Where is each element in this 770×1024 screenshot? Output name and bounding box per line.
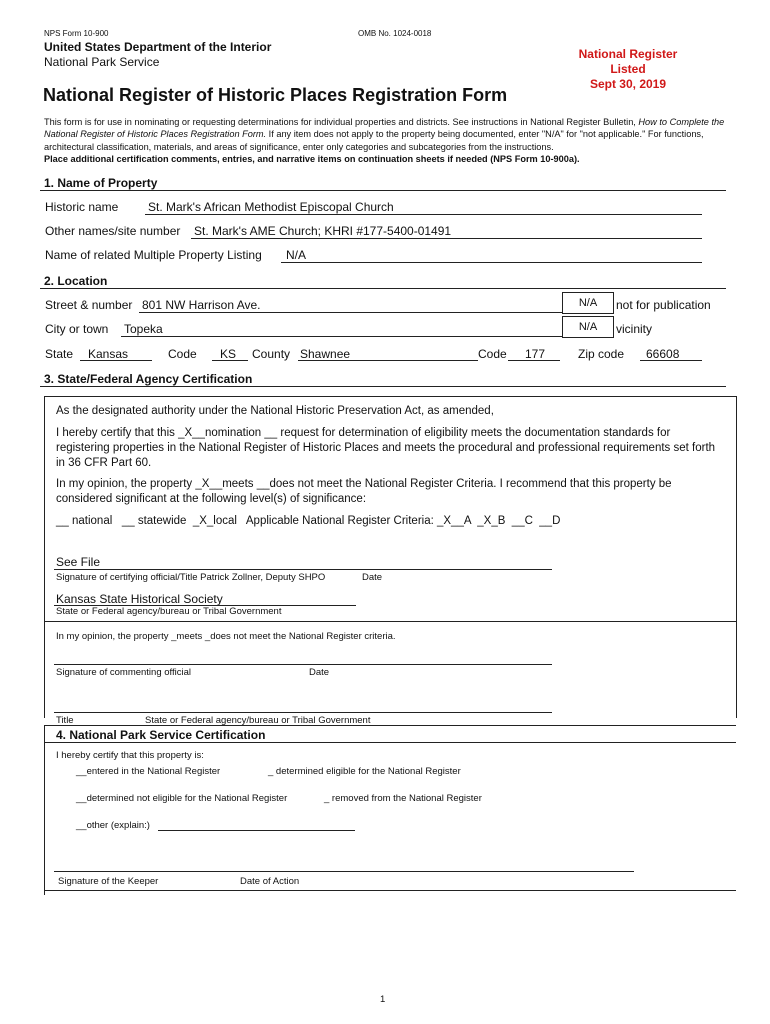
entered-option[interactable]: __entered in the National Register — [76, 766, 221, 777]
significance-levels: __ national __ statewide _X_local Applicable National Register Criteria: _X__A _X_B __C __D — [56, 515, 561, 527]
signature-line — [54, 664, 552, 665]
section-divider — [40, 190, 726, 191]
section-2-heading: 2. Location — [44, 274, 108, 288]
other-names-field[interactable]: St. Mark's AME Church; KHRI #177-5400-01491 — [194, 224, 452, 238]
cert-authority-text: As the designated authority under the National Historic Preservation Act, as amended, — [56, 405, 494, 417]
field-underline — [281, 262, 702, 263]
field-underline — [145, 214, 702, 215]
field-underline — [212, 360, 248, 361]
nps-box-bottom — [44, 890, 736, 891]
zip-label: Zip code — [578, 347, 625, 361]
department-name: United States Department of the Interior — [44, 40, 272, 54]
cert-box-divider — [44, 621, 736, 622]
historic-name-label: Historic name — [45, 200, 119, 214]
certifying-date-label: Date — [362, 572, 383, 583]
cert-box-bottom — [44, 725, 736, 726]
certifying-official-label: Signature of certifying official/Title Patrick Zollner, Deputy SHPO — [56, 572, 326, 583]
signature-line — [54, 871, 634, 872]
not-for-publication-box[interactable]: N/A — [562, 292, 614, 314]
field-underline — [139, 312, 562, 313]
street-label: Street & number — [45, 298, 133, 312]
field-underline — [121, 336, 562, 337]
vicinity-label: vicinity — [616, 322, 653, 336]
field-underline — [640, 360, 702, 361]
section-3-heading: 3. State/Federal Agency Certification — [44, 372, 253, 386]
field-underline — [508, 360, 560, 361]
agency-label: State or Federal agency/bureau or Tribal Government — [56, 606, 282, 617]
agency-field[interactable]: Kansas State Historical Society — [56, 592, 223, 606]
field-underline — [298, 360, 478, 361]
commenting-date-label: Date — [309, 667, 330, 678]
city-field[interactable]: Topeka — [124, 322, 163, 336]
county-code-label: Code — [478, 347, 507, 361]
section-divider — [40, 386, 726, 387]
section-1-heading: 1. Name of Property — [44, 176, 158, 190]
section-divider — [44, 742, 736, 743]
form-number: NPS Form 10-900 — [44, 29, 109, 38]
historic-name-field[interactable]: St. Mark's African Methodist Episcopal Church — [148, 200, 394, 214]
state-label: State — [45, 347, 74, 361]
eligible-option[interactable]: _ determined eligible for the National Register — [268, 766, 461, 777]
city-label: City or town — [45, 322, 109, 336]
cert-opinion-text: In my opinion, the property _X__meets __does not meet the National Register Criteria. I recommend that this property be considered significant at the following level(s) of significance: — [56, 478, 672, 505]
not-eligible-option[interactable]: __determined not eligible for the National Register — [76, 793, 288, 804]
removed-option[interactable]: _ removed from the National Register — [324, 793, 482, 804]
see-file-signature[interactable]: See File — [56, 555, 101, 569]
listed-stamp: National Register Listed Sept 30, 2019 — [578, 47, 678, 91]
not-for-publication-label: not for publication — [616, 298, 711, 312]
state-code-label: Code — [168, 347, 197, 361]
nps-cert-intro: I hereby certify that this property is: — [56, 750, 204, 761]
service-name: National Park Service — [44, 55, 160, 69]
state-code-field[interactable]: KS — [220, 347, 237, 361]
explain-line — [158, 830, 355, 831]
mpl-field[interactable]: N/A — [286, 248, 307, 262]
page-number: 1 — [380, 994, 386, 1005]
other-names-label: Other names/site number — [45, 224, 181, 238]
page-title: National Register of Historic Places Registration Form — [43, 85, 508, 105]
county-label: County — [252, 347, 291, 361]
signature-line — [54, 569, 552, 570]
section-4-heading: 4. National Park Service Certification — [56, 728, 266, 742]
commenting-official-label: Signature of commenting official — [56, 667, 192, 678]
field-underline — [80, 360, 152, 361]
county-field[interactable]: Shawnee — [300, 347, 351, 361]
title-agency-label: State or Federal agency/bureau or Tribal Government — [145, 715, 371, 726]
cert-box-top — [44, 396, 736, 397]
street-field[interactable]: 801 NW Harrison Ave. — [142, 298, 261, 312]
vicinity-box[interactable]: N/A — [562, 316, 614, 338]
date-of-action-label: Date of Action — [240, 876, 300, 887]
cert-nomination-text: I hereby certify that this _X__nomination __ request for determination of eligibility meets the documentation standards for registering properties in the National Register of Historic Places and meets the procedural and professional requirements set forth in 36 CFR Part 60. — [56, 427, 716, 469]
other-option[interactable]: __other (explain:) — [76, 820, 150, 831]
keeper-signature-label: Signature of the Keeper — [58, 876, 159, 887]
omb-number: OMB No. 1024-0018 — [358, 29, 432, 38]
cert-box-left — [44, 396, 45, 718]
title-label: Title — [56, 715, 74, 726]
mpl-label: Name of related Multiple Property Listing — [45, 248, 262, 262]
nps-box-left — [44, 725, 45, 895]
cert-box-right — [736, 396, 737, 718]
section-divider — [40, 288, 726, 289]
field-underline — [191, 238, 702, 239]
commenting-opinion-text: In my opinion, the property _meets _does not meet the National Register criteria. — [56, 631, 396, 642]
signature-line — [54, 712, 552, 713]
state-field[interactable]: Kansas — [88, 347, 129, 361]
zip-field[interactable]: 66608 — [646, 347, 680, 361]
county-code-field[interactable]: 177 — [525, 347, 546, 361]
form-instructions: This form is for use in nominating or requesting determinations for individual properties and districts. See instructions in National Register Bulletin, How to Complete the National Register of Historic Places Registration Form. If any item does not apply to the property being documented, enter "N/A" for "not applicable." For functions, architectural classification, materials, and areas of significance, enter only categories and subcategories from the instructions. Place additional certification comments, entries, and narrative items on continuation sheets if needed (NPS Form 10-900a). — [44, 117, 725, 164]
